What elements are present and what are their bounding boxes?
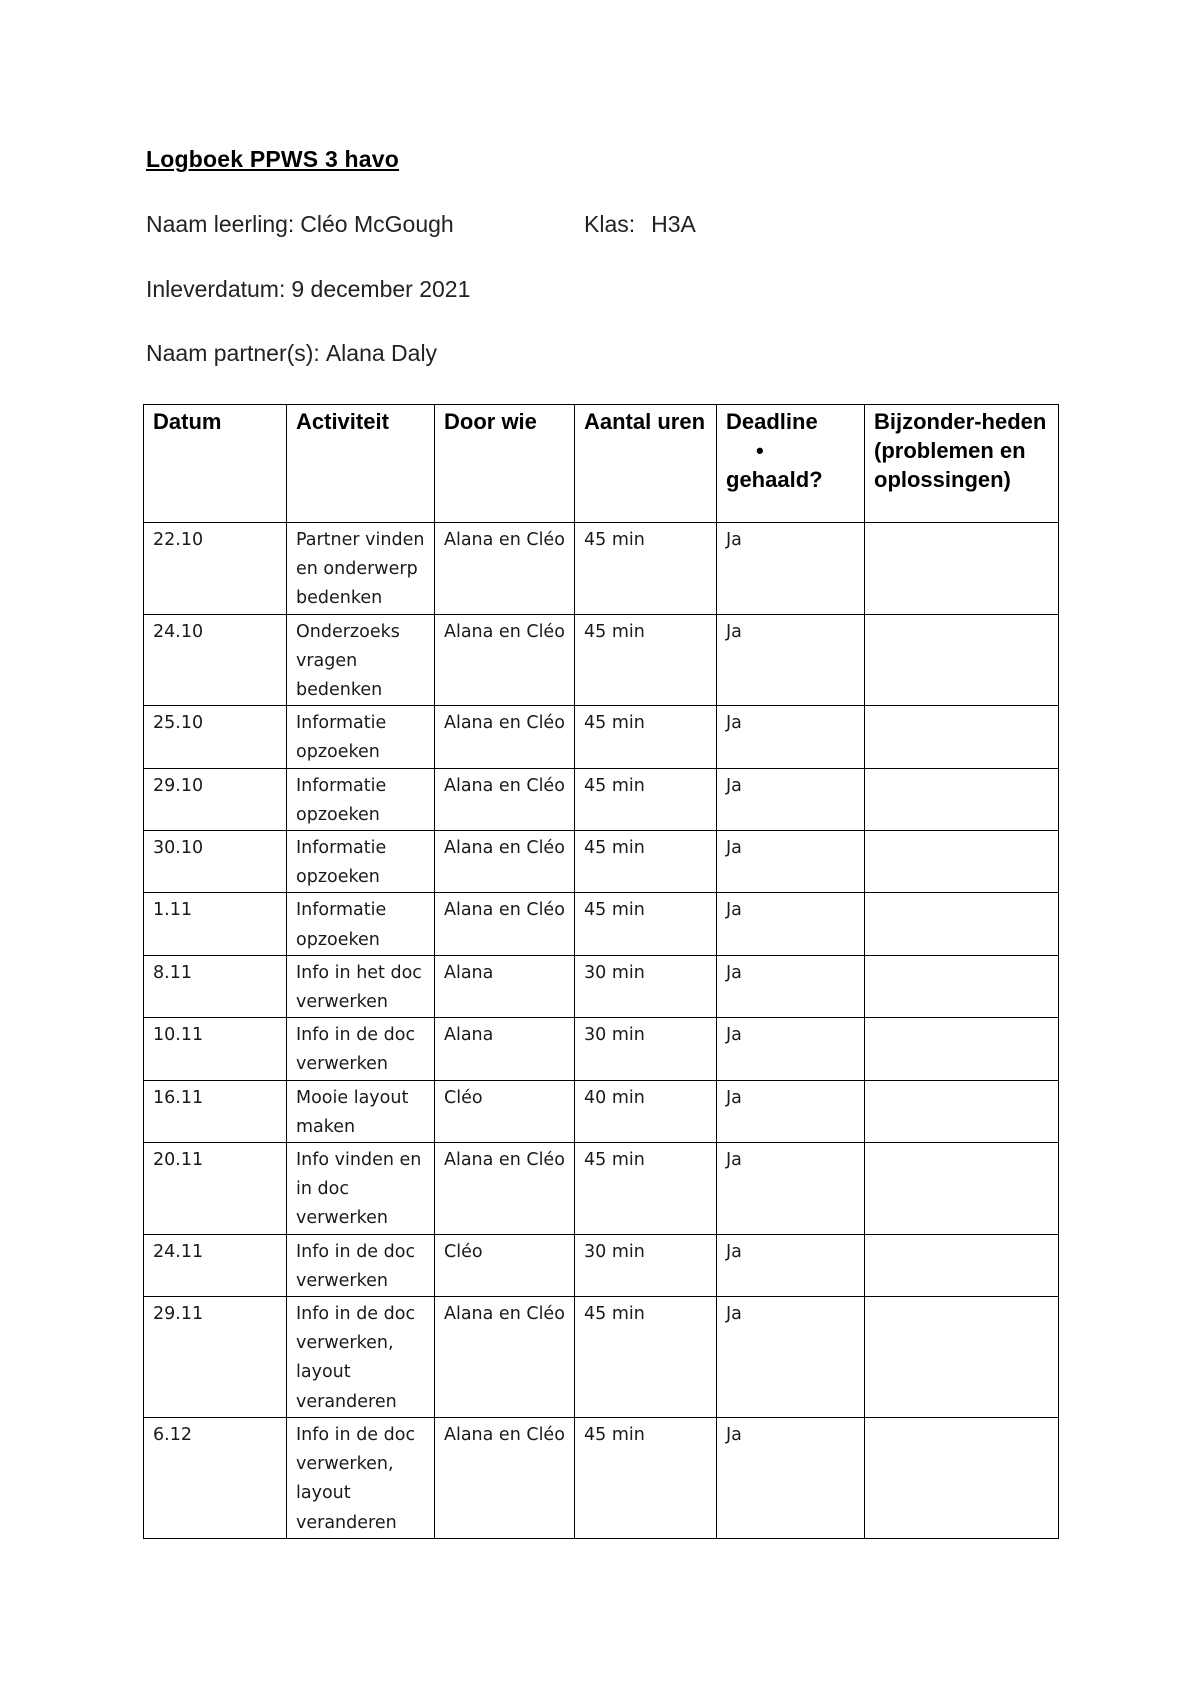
cell-datum: 22.10 bbox=[144, 523, 287, 615]
cell-activiteit: Info in de doc verwerken, layout veranderen bbox=[287, 1417, 435, 1538]
cell-door-wie: Alana en Cléo bbox=[435, 614, 575, 706]
cell-bijzonderheden bbox=[865, 1417, 1059, 1538]
cell-door-wie: Alana bbox=[435, 955, 575, 1017]
due-date-value: 9 december 2021 bbox=[291, 276, 471, 302]
cell-activiteit: Informatie opzoeken bbox=[287, 893, 435, 955]
cell-bijzonderheden bbox=[865, 768, 1059, 830]
header-datum: Datum bbox=[144, 405, 287, 523]
header-deadline-bottom: gehaald? bbox=[726, 467, 823, 492]
due-date-line bbox=[146, 276, 470, 303]
cell-bijzonderheden bbox=[865, 706, 1059, 768]
cell-bijzonderheden bbox=[865, 1080, 1059, 1142]
cell-activiteit: Informatie opzoeken bbox=[287, 706, 435, 768]
cell-door-wie: Alana en Cléo bbox=[435, 1143, 575, 1235]
table-row bbox=[144, 523, 1059, 615]
cell-door-wie: Alana en Cléo bbox=[435, 706, 575, 768]
cell-deadline: Ja bbox=[717, 523, 865, 615]
cell-deadline: Ja bbox=[717, 893, 865, 955]
cell-bijzonderheden bbox=[865, 1018, 1059, 1080]
table-row bbox=[144, 1234, 1059, 1296]
header-bijzonderheden: Bijzonder-heden (problemen en oplossingen) bbox=[865, 405, 1059, 523]
class-label: Klas: bbox=[584, 211, 636, 237]
cell-door-wie: Cléo bbox=[435, 1080, 575, 1142]
cell-aantal-uren: 30 min bbox=[575, 955, 717, 1017]
cell-bijzonderheden bbox=[865, 831, 1059, 893]
cell-bijzonderheden bbox=[865, 955, 1059, 1017]
cell-activiteit: Info in de doc verwerken, layout veranderen bbox=[287, 1297, 435, 1418]
table-row bbox=[144, 1417, 1059, 1538]
cell-deadline: Ja bbox=[717, 768, 865, 830]
cell-deadline: Ja bbox=[717, 1080, 865, 1142]
cell-activiteit: Info vinden en in doc verwerken bbox=[287, 1143, 435, 1235]
cell-activiteit: Info in de doc verwerken bbox=[287, 1018, 435, 1080]
cell-activiteit: Onderzoeks vragen bedenken bbox=[287, 614, 435, 706]
header-deadline-bullet: • bbox=[756, 438, 764, 463]
cell-aantal-uren: 45 min bbox=[575, 893, 717, 955]
cell-aantal-uren: 45 min bbox=[575, 1417, 717, 1538]
header-aantal-uren: Aantal uren bbox=[575, 405, 717, 523]
cell-deadline: Ja bbox=[717, 614, 865, 706]
partner-label: Naam partner(s): bbox=[146, 340, 320, 366]
cell-aantal-uren: 40 min bbox=[575, 1080, 717, 1142]
table-row bbox=[144, 614, 1059, 706]
cell-datum: 29.11 bbox=[144, 1297, 287, 1418]
cell-activiteit: Informatie opzoeken bbox=[287, 831, 435, 893]
cell-deadline: Ja bbox=[717, 1417, 865, 1538]
cell-datum: 6.12 bbox=[144, 1417, 287, 1538]
header-deadline-top: Deadline bbox=[726, 409, 818, 434]
student-name-line bbox=[146, 211, 454, 238]
cell-activiteit: Info in de doc verwerken bbox=[287, 1234, 435, 1296]
cell-deadline: Ja bbox=[717, 1234, 865, 1296]
cell-aantal-uren: 45 min bbox=[575, 1297, 717, 1418]
table-row bbox=[144, 706, 1059, 768]
table-row bbox=[144, 1297, 1059, 1418]
cell-deadline: Ja bbox=[717, 955, 865, 1017]
page-title: Logboek PPWS 3 havo bbox=[146, 146, 400, 172]
cell-datum: 24.10 bbox=[144, 614, 287, 706]
cell-deadline: Ja bbox=[717, 1018, 865, 1080]
cell-door-wie: Alana en Cléo bbox=[435, 523, 575, 615]
cell-datum: 16.11 bbox=[144, 1080, 287, 1142]
cell-door-wie: Alana bbox=[435, 1018, 575, 1080]
table-header-row bbox=[144, 405, 1059, 523]
table-body bbox=[144, 523, 1059, 1539]
header-deadline bbox=[717, 405, 865, 523]
cell-datum: 25.10 bbox=[144, 706, 287, 768]
partner-line bbox=[146, 340, 437, 367]
cell-activiteit: Mooie layout maken bbox=[287, 1080, 435, 1142]
class-line bbox=[584, 211, 696, 238]
cell-aantal-uren: 45 min bbox=[575, 1143, 717, 1235]
cell-datum: 1.11 bbox=[144, 893, 287, 955]
cell-aantal-uren: 45 min bbox=[575, 614, 717, 706]
cell-datum: 8.11 bbox=[144, 955, 287, 1017]
table-row bbox=[144, 768, 1059, 830]
cell-bijzonderheden bbox=[865, 523, 1059, 615]
cell-aantal-uren: 30 min bbox=[575, 1018, 717, 1080]
header-activiteit: Activiteit bbox=[287, 405, 435, 523]
cell-door-wie: Alana en Cléo bbox=[435, 1417, 575, 1538]
cell-bijzonderheden bbox=[865, 1234, 1059, 1296]
cell-aantal-uren: 45 min bbox=[575, 768, 717, 830]
cell-deadline: Ja bbox=[717, 706, 865, 768]
table-row bbox=[144, 1018, 1059, 1080]
header-door-wie: Door wie bbox=[435, 405, 575, 523]
table-row bbox=[144, 1143, 1059, 1235]
table-row bbox=[144, 831, 1059, 893]
cell-door-wie: Cléo bbox=[435, 1234, 575, 1296]
cell-datum: 10.11 bbox=[144, 1018, 287, 1080]
cell-bijzonderheden bbox=[865, 1297, 1059, 1418]
cell-datum: 30.10 bbox=[144, 831, 287, 893]
cell-bijzonderheden bbox=[865, 1143, 1059, 1235]
partner-value: Alana Daly bbox=[325, 340, 438, 366]
cell-bijzonderheden bbox=[865, 614, 1059, 706]
cell-door-wie: Alana en Cléo bbox=[435, 831, 575, 893]
cell-deadline: Ja bbox=[717, 831, 865, 893]
table-row bbox=[144, 893, 1059, 955]
table-row bbox=[144, 955, 1059, 1017]
cell-aantal-uren: 30 min bbox=[575, 1234, 717, 1296]
table-row bbox=[144, 1080, 1059, 1142]
cell-aantal-uren: 45 min bbox=[575, 706, 717, 768]
cell-activiteit: Informatie opzoeken bbox=[287, 768, 435, 830]
cell-activiteit: Info in het doc verwerken bbox=[287, 955, 435, 1017]
cell-bijzonderheden bbox=[865, 893, 1059, 955]
cell-aantal-uren: 45 min bbox=[575, 523, 717, 615]
class-value: H3A bbox=[651, 211, 696, 237]
cell-deadline: Ja bbox=[717, 1143, 865, 1235]
cell-deadline: Ja bbox=[717, 1297, 865, 1418]
cell-door-wie: Alana en Cléo bbox=[435, 1297, 575, 1418]
logbook-table bbox=[143, 404, 1059, 1539]
student-name-value: Cléo McGough bbox=[300, 211, 454, 237]
cell-datum: 20.11 bbox=[144, 1143, 287, 1235]
cell-aantal-uren: 45 min bbox=[575, 831, 717, 893]
cell-door-wie: Alana en Cléo bbox=[435, 768, 575, 830]
cell-datum: 29.10 bbox=[144, 768, 287, 830]
cell-datum: 24.11 bbox=[144, 1234, 287, 1296]
student-name-label: Naam leerling: bbox=[146, 211, 295, 237]
due-date-label: Inleverdatum: bbox=[146, 276, 286, 302]
cell-activiteit: Partner vinden en onderwerp bedenken bbox=[287, 523, 435, 615]
cell-door-wie: Alana en Cléo bbox=[435, 893, 575, 955]
